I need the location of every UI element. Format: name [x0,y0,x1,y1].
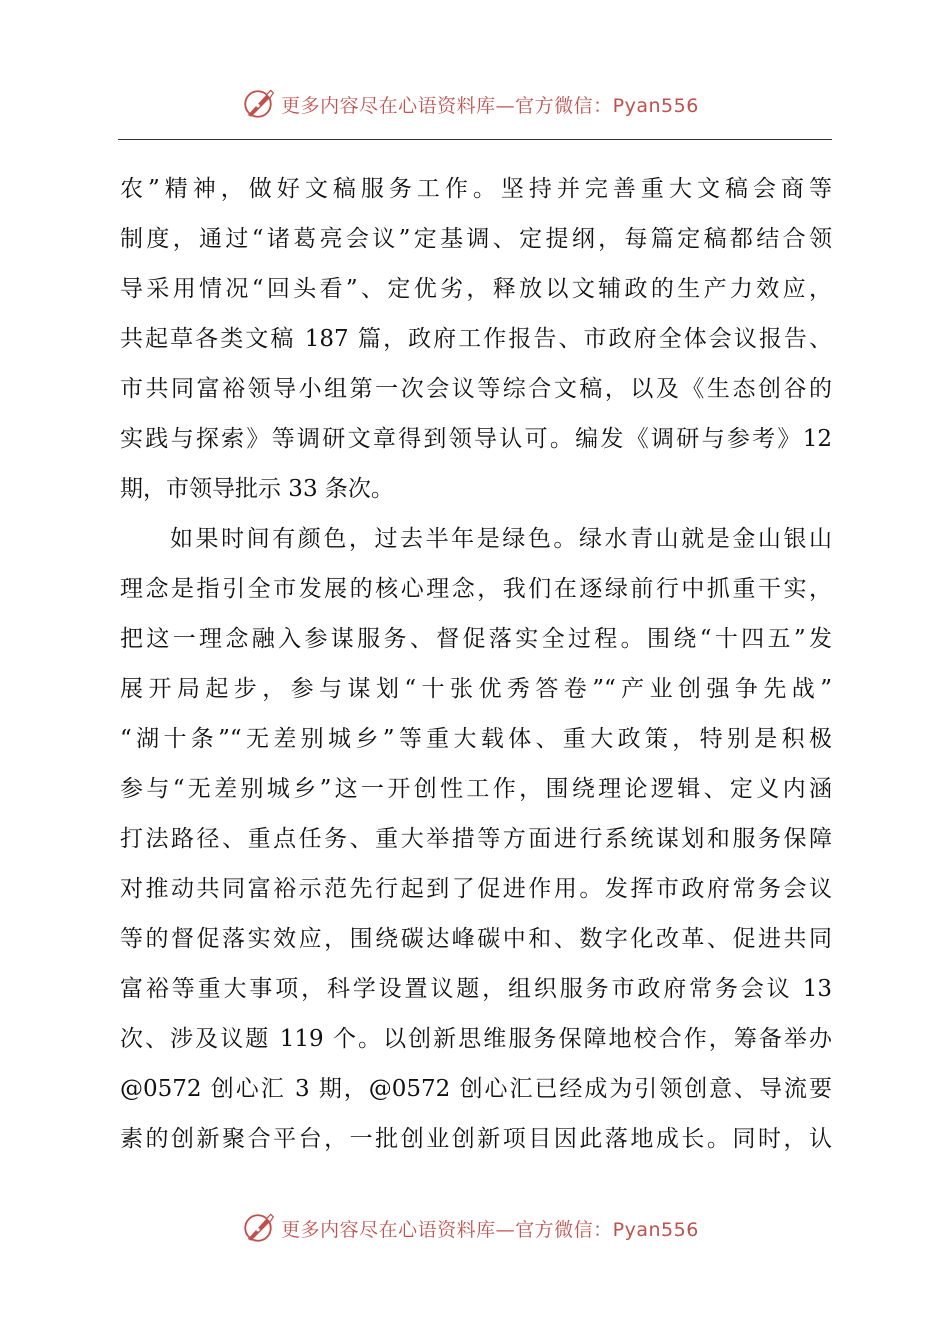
body-line-16: 等的督促落实效应，围绕碳达峰碳中和、数字化改革、促进共同 [120,926,832,952]
body-line-5: 市共同富裕领导小组第一次会议等综合文稿，以及《生态创谷的 [120,376,832,402]
body-line-19: @0572 创心汇 3 期，@0572 创心汇已经成为引领创意、导流要 [120,1076,832,1102]
footer-wechat-id: Pyan556 [612,1218,699,1241]
document-body [120,164,832,1164]
header-wechat-id: Pyan556 [612,94,699,117]
body-line-12: “湖十条”“无差别城乡”等重大载体、重大政策，特别是积极 [120,726,832,752]
body-line-15: 对推动共同富裕示范先行起到了促进作用。发挥市政府常务会议 [120,876,832,902]
body-line-14: 打法路径、重点任务、重大举措等方面进行系统谋划和服务保障 [120,826,832,852]
body-line-13: 参与“无差别城乡”这一开创性工作，围绕理论逻辑、定义内涵 [120,776,832,802]
body-line-9: 理念是指引全市发展的核心理念，我们在逐绿前行中抓重干实， [120,576,832,602]
body-line-3: 导采用情况“回头看”、定优劣，释放以文辅政的生产力效应， [120,276,832,302]
body-line-17: 富裕等重大事项，科学设置议题，组织服务市政府常务会议 13 [120,976,832,1002]
body-line-1: 农”精神，做好文稿服务工作。坚持并完善重大文稿会商等 [120,176,832,202]
body-line-7: 期，市领导批示 33 条次。 [120,476,394,502]
footer-banner [0,1208,950,1248]
header-divider [118,139,832,140]
header-banner-text: 更多内容尽在心语资料库—官方微信：Pyan556 [281,94,699,117]
body-line-2: 制度，通过“诸葛亮会议”定基调、定提纲，每篇定稿都结合领 [120,226,832,252]
pen-nib-logo-icon [241,1211,275,1245]
body-line-18: 次、涉及议题 119 个。以创新思维服务保障地校合作，筹备举办 [120,1026,832,1052]
footer-banner-text: 更多内容尽在心语资料库—官方微信：Pyan556 [281,1218,699,1241]
body-line-10: 把这一理念融入参谋服务、督促落实全过程。围绕“十四五”发 [120,626,832,652]
header-banner [0,84,950,124]
body-line-4: 共起草各类文稿 187 篇，政府工作报告、市政府全体会议报告、 [120,326,832,352]
pen-nib-logo-icon [241,87,275,121]
body-line-11: 展开局起步，参与谋划“十张优秀答卷”“产业创强争先战” [120,676,832,702]
body-line-20: 素的创新聚合平台，一批创业创新项目因此落地成长。同时，认 [120,1126,832,1152]
body-line-6: 实践与探索》等调研文章得到领导认可。编发《调研与参考》12 [120,426,832,452]
body-line-8: 如果时间有颜色，过去半年是绿色。绿水青山就是金山银山 [170,526,832,552]
